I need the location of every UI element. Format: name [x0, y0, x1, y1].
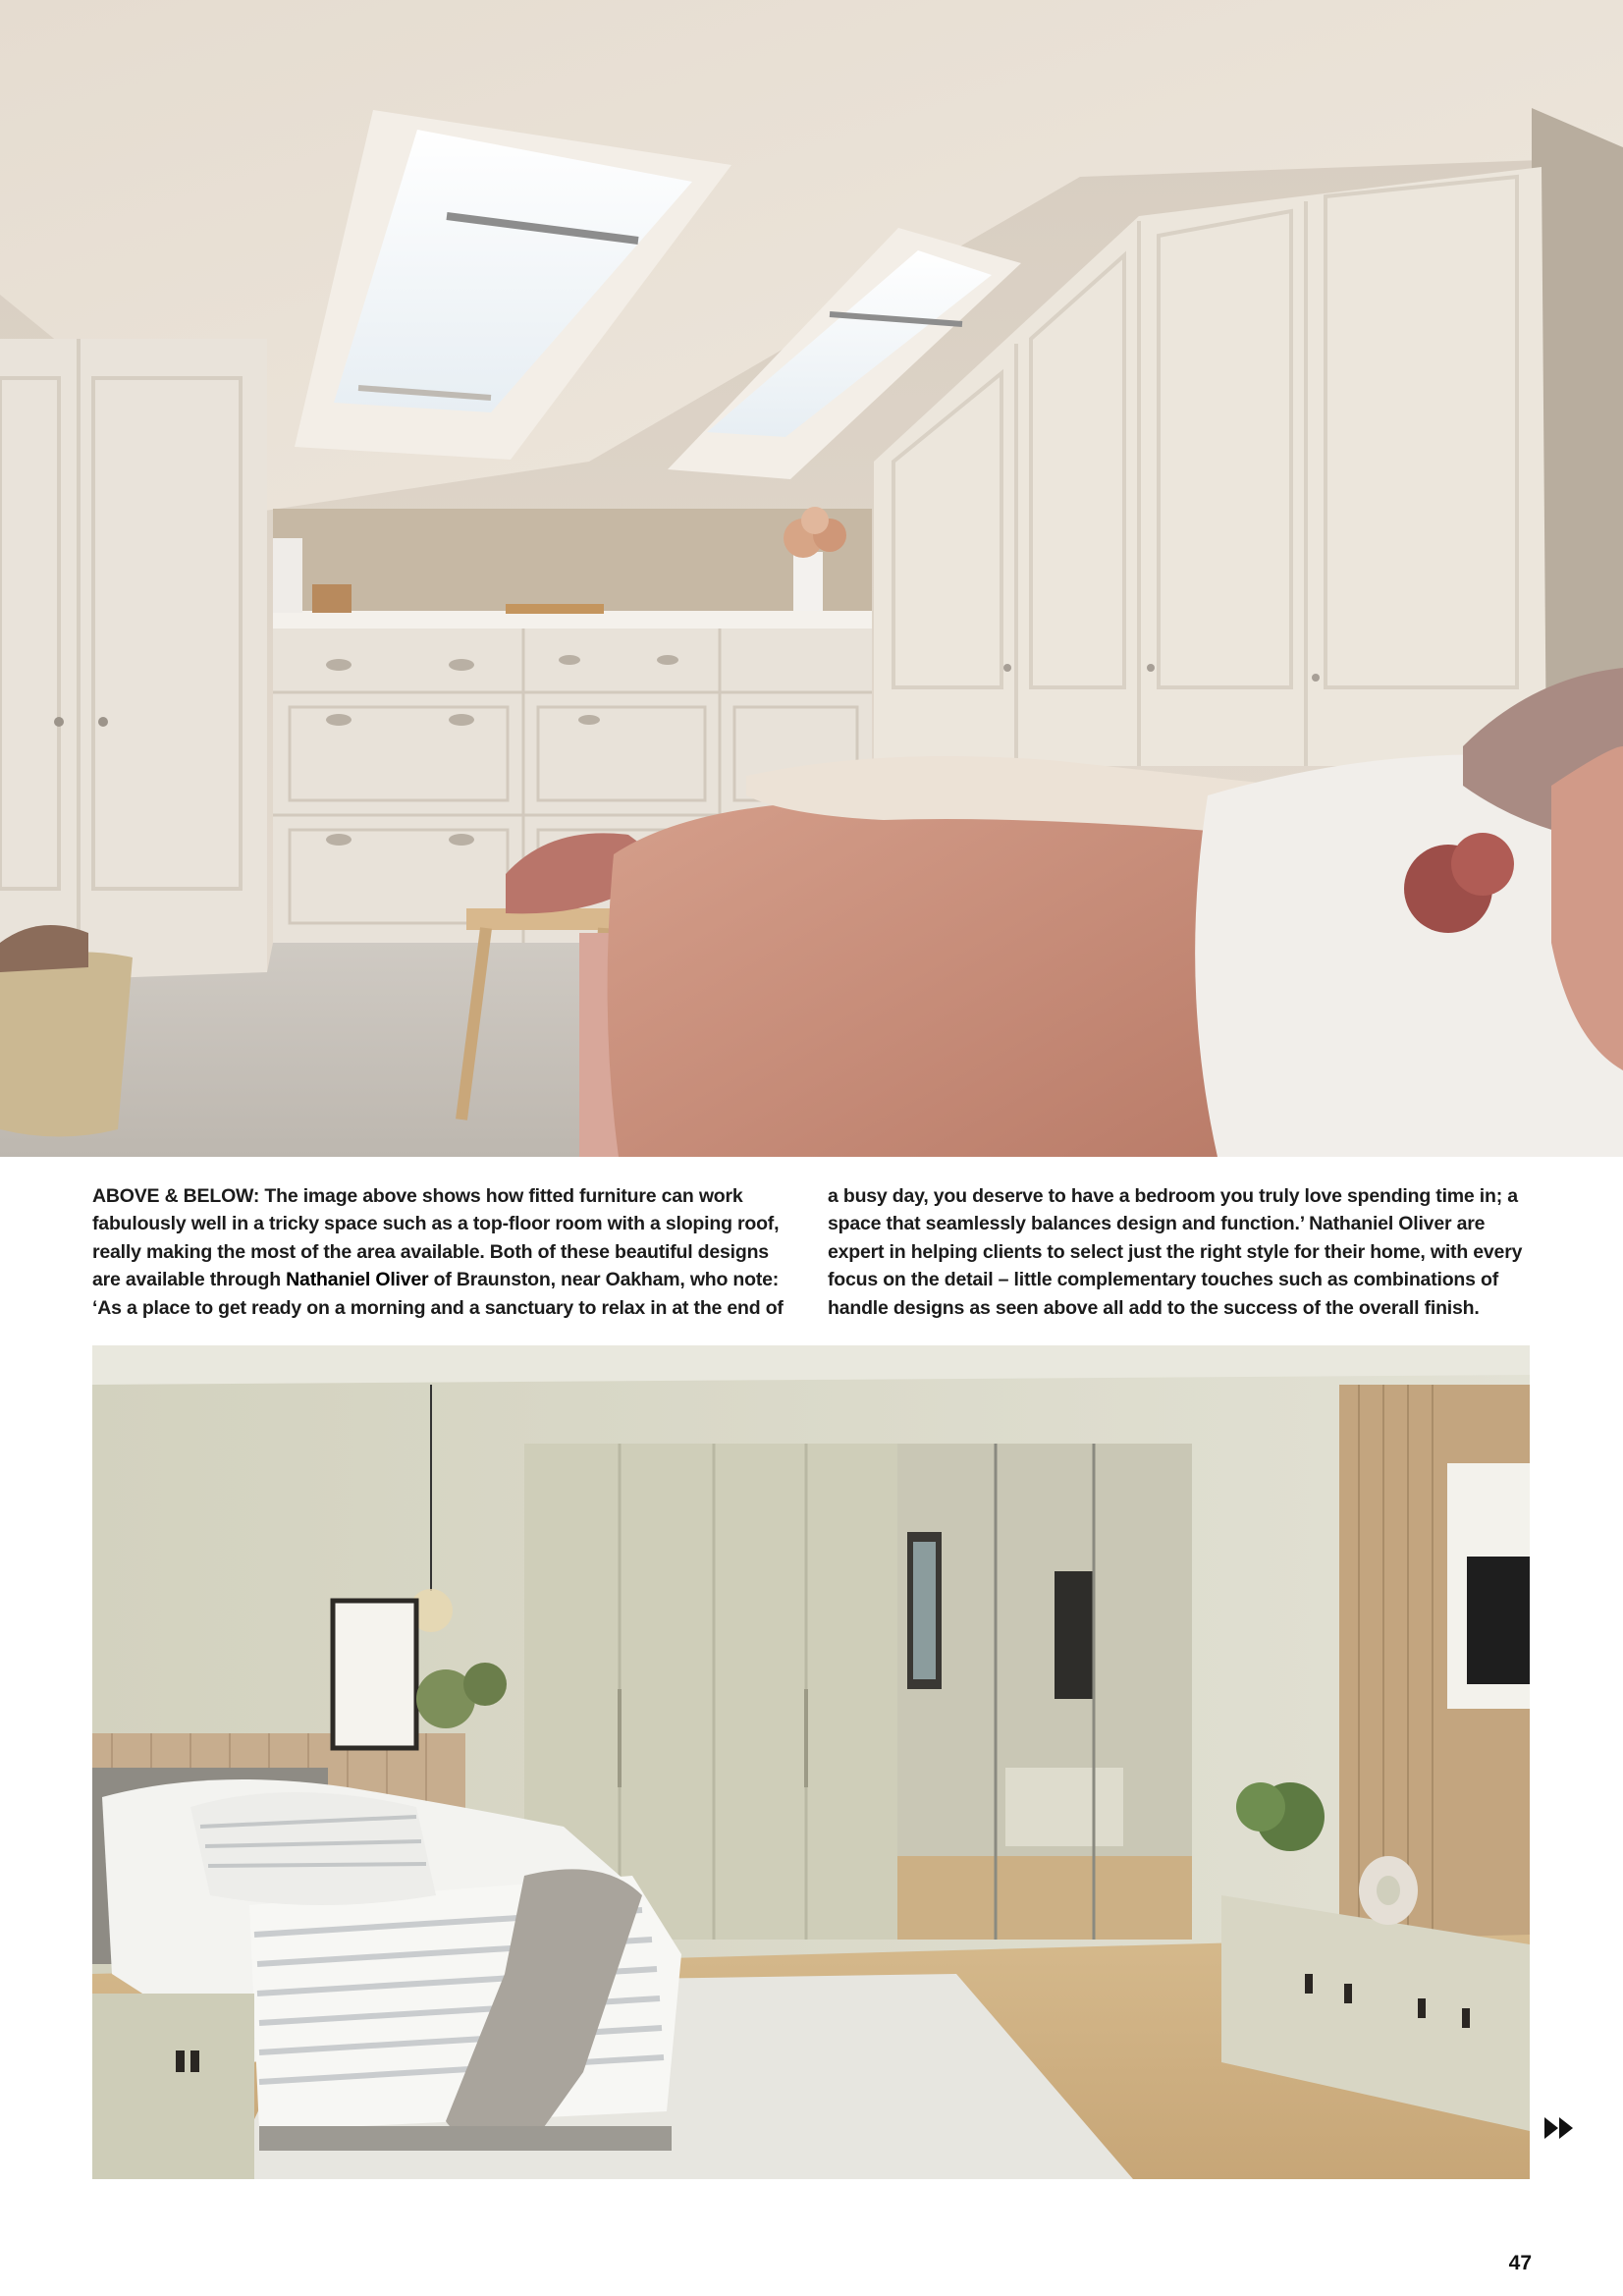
caption-lead: ABOVE & BELOW:	[92, 1185, 260, 1207]
caption-right-column: a busy day, you deserve to have a bedroom you truly love spending time in; a space that seamlessly balances design and function.’ Nathaniel Oliver are expert in helping clients to select just the right style for their home, with every focus on the detail – little complementary touches such as combinations of handle designs as seen above all add to the success of the overall finish.	[828, 1185, 1523, 1319]
page-number: 47	[1508, 2252, 1532, 2274]
brand-name: Nathaniel Oliver	[286, 1269, 429, 1291]
green-bedroom-photo	[92, 1345, 1530, 2179]
caption-left-column	[92, 1182, 785, 1322]
fast-forward-icon	[1544, 2117, 1574, 2139]
caption-left-text-1: The image above shows how fitted furniture can work fabulously well in a tricky space such as a top-floor room with a sloping roof, really making the most of the area available. Both of these beautiful designs are available through	[92, 1185, 780, 1291]
caption-left-text-2: of Braunston, near Oakham, who note: ‘As a place to get ready on a morning and a sanctuary to relax in at the end of	[92, 1269, 784, 1319]
green-bedroom-illustration	[92, 1345, 1530, 2179]
